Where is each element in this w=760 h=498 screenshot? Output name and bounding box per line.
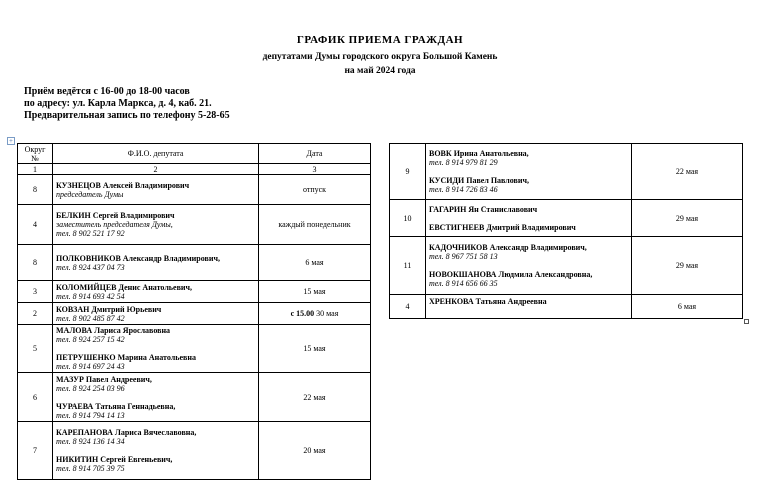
reception-date: 15 мая (259, 281, 371, 303)
header-fio: Ф.И.О. депутата (53, 144, 259, 164)
deputy-name: ПОЛКОВНИКОВ Александр Владимирович, (56, 253, 220, 263)
column-number: 2 (53, 164, 259, 175)
table-row (390, 144, 743, 200)
deputy-cell (53, 205, 259, 245)
deputy-name: ГАГАРИН Ян Станиславович (429, 204, 538, 214)
deputy-phone: тел. 8 924 254 03 96 (56, 383, 125, 393)
deputy-name: КАДОЧНИКОВ Александр Владимирович, (429, 243, 587, 252)
reception-hours: Приём ведётся с 16-00 до 18-00 часов (24, 86, 190, 97)
deputy-phone: тел. 8 914 726 83 46 (429, 185, 498, 194)
okrug-number: 5 (18, 325, 53, 373)
table-row (18, 175, 371, 205)
deputy-cell (53, 245, 259, 281)
table-column-numbers-row (18, 164, 371, 175)
reception-address: по адресу: ул. Карла Маркса, д. 4, каб. 21. (24, 98, 212, 109)
deputy-name: КОЛОМИЙЦЕВ Денис Анатольевич, (56, 282, 193, 292)
deputy-phone: тел. 8 924 437 04 73 (56, 262, 125, 272)
deputy-phone: тел. 8 914 705 39 75 (56, 464, 125, 473)
table-row (18, 373, 371, 422)
reception-date: отпуск (259, 175, 371, 205)
header-date: Дата (259, 144, 371, 164)
deputy-position: председатель Думы (56, 189, 124, 199)
okrug-number: 9 (390, 144, 426, 200)
deputy-phone: тел. 8 924 136 14 34 (56, 437, 125, 446)
okrug-number: 8 (18, 245, 53, 281)
deputy-name: ЧУРАЕВА Татьяна Геннадьевна, (56, 401, 176, 411)
column-number: 1 (18, 164, 53, 175)
table-row (390, 237, 743, 295)
deputy-name: ЕВСТИГНЕЕВ Дмитрий Владимирович (429, 222, 576, 232)
okrug-number: 2 (18, 303, 53, 325)
table-row (390, 200, 743, 237)
schedule-table-left (17, 143, 371, 480)
deputy-name: КАРЕПАНОВА Лариса Вячеславовна, (56, 428, 197, 437)
okrug-number: 10 (390, 200, 426, 237)
table-move-handle-icon[interactable]: + (7, 137, 15, 145)
deputy-name: КОВЗАН Дмитрий Юрьевич (56, 304, 162, 314)
deputy-phone: тел. 8 914 979 81 29 (429, 158, 498, 167)
page-title: ГРАФИК ПРИЕМА ГРАЖДАН (296, 34, 464, 46)
okrug-number: 11 (390, 237, 426, 295)
deputy-cell (426, 200, 632, 237)
table-header-row (18, 144, 371, 164)
deputy-cell (53, 303, 259, 325)
deputy-name: ВОВК Ирина Анатольевна, (429, 149, 529, 158)
table-row (18, 325, 371, 373)
deputy-cell (53, 175, 259, 205)
deputy-name: ПЕТРУШЕНКО Марина Анатольевна (56, 353, 196, 362)
table-row (18, 245, 371, 281)
deputy-position: заместитель председателя Думы, (56, 220, 173, 229)
table-row (390, 295, 743, 319)
reception-date: 15 мая (259, 325, 371, 373)
deputy-cell (426, 144, 632, 200)
deputy-phone: тел. 8 914 794 14 13 (56, 410, 125, 420)
okrug-number: 3 (18, 281, 53, 303)
table-row (18, 422, 371, 480)
reception-date: 20 мая (259, 422, 371, 480)
deputy-cell (426, 295, 632, 319)
reception-time: с 15.00 (290, 309, 315, 318)
table-row (18, 205, 371, 245)
page-subtitle: депутатами Думы городского округа Большой Камень (262, 52, 498, 62)
okrug-number: 4 (18, 205, 53, 245)
deputy-phone: тел. 8 914 693 42 54 (56, 291, 125, 301)
reception-date: 6 мая (259, 245, 371, 281)
deputy-name: КУСИДИ Павел Павлович, (429, 176, 529, 185)
deputy-cell (53, 281, 259, 303)
deputy-cell (53, 325, 259, 373)
header-okrug: Округ № (18, 144, 53, 164)
okrug-number: 4 (390, 295, 426, 319)
deputy-phone: тел. 8 914 697 24 43 (56, 362, 125, 371)
column-number: 3 (259, 164, 371, 175)
reception-date: 29 мая (632, 200, 743, 237)
okrug-number: 7 (18, 422, 53, 480)
deputy-cell (53, 422, 259, 480)
deputy-cell (426, 237, 632, 295)
deputy-name: ХРЕНКОВА Татьяна Андреевна (429, 297, 547, 306)
table-row (18, 281, 371, 303)
table-row (18, 303, 371, 325)
deputy-phone: тел. 8 924 257 15 42 (56, 335, 125, 344)
deputy-phone: тел. 8 914 656 66 35 (429, 279, 498, 288)
page-period: на май 2024 года (344, 66, 416, 76)
reception-date-cell (259, 303, 371, 325)
reception-phone: Предварительная запись по телефону 5-28-65 (24, 110, 230, 121)
deputy-name: МАЛОВА Лариса Ярославовна (56, 326, 171, 335)
table-resize-handle[interactable] (744, 319, 749, 324)
reception-date: 22 мая (632, 144, 743, 200)
reception-date: 22 мая (259, 373, 371, 422)
schedule-table-right (389, 143, 743, 319)
okrug-number: 8 (18, 175, 53, 205)
deputy-name: БЕЛКИН Сергей Владимирович (56, 211, 175, 220)
reception-date: 29 мая (632, 237, 743, 295)
deputy-cell (53, 373, 259, 422)
reception-date: 30 мая (316, 309, 339, 318)
reception-date: каждый понедельник (259, 205, 371, 245)
okrug-number: 6 (18, 373, 53, 422)
deputy-phone: тел. 8 967 751 58 13 (429, 252, 498, 261)
deputy-phone: тел. 8 902 521 17 92 (56, 229, 125, 238)
deputy-name: НИКИТИН Сергей Евгеньевич, (56, 455, 173, 464)
reception-date: 6 мая (632, 295, 743, 319)
deputy-name: МАЗУР Павел Андреевич, (56, 374, 152, 384)
deputy-phone: тел. 8 902 485 87 42 (56, 313, 125, 323)
deputy-name: НОВОКШАНОВА Людмила Александровна, (429, 270, 593, 279)
deputy-name: КУЗНЕЦОВ Алексей Владимирович (56, 180, 190, 190)
